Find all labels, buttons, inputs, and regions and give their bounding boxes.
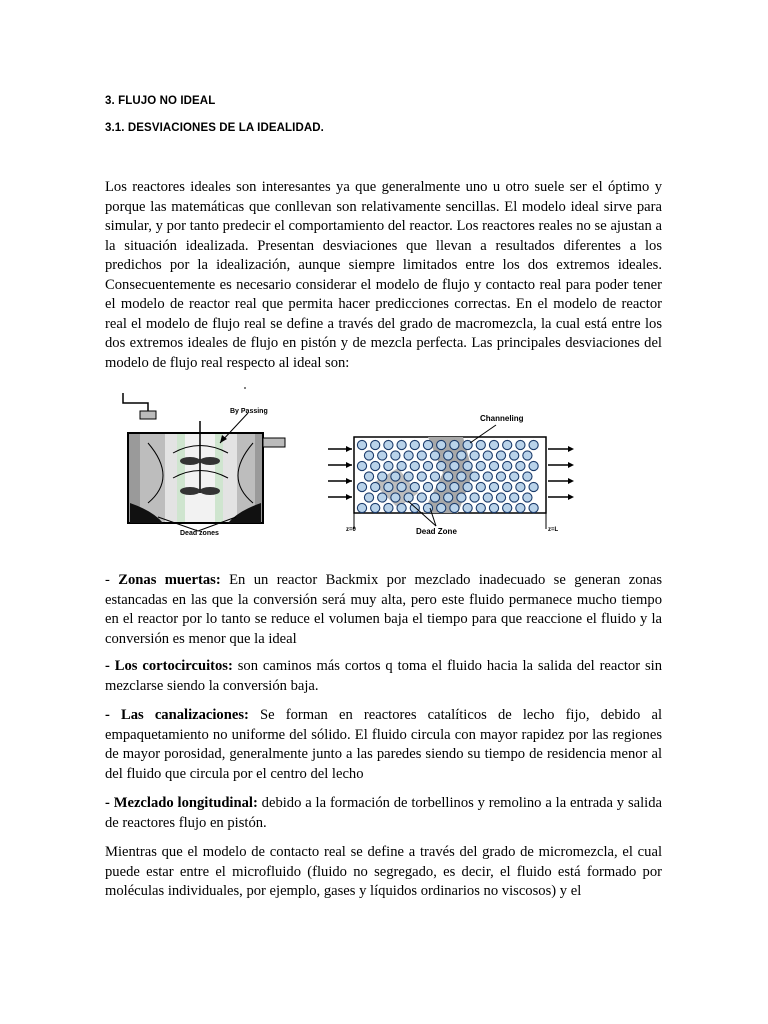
item-mezclado-longitudinal (105, 794, 662, 833)
catalyst-particle (404, 493, 413, 502)
catalyst-particle (397, 482, 406, 491)
catalyst-particle (423, 440, 432, 449)
catalyst-particle (384, 482, 393, 491)
catalyst-particle (516, 461, 525, 470)
catalyst-particle (357, 461, 366, 470)
catalyst-particle (437, 503, 446, 512)
item-text: debido a la formación de torbellinos y remolino a la entrada y salida de reactores flujo en pistón. (105, 795, 662, 831)
item-text: Se forman en reactores catalíticos de lecho fijo, debido al empaquetamiento no uniforme del sólido. El fluido circula con mayor rapidez por las regiones de mayor porosidad, generalmente junto a las paredes siendo su tiempo de residencia menor al del fluido que circula por el centro del lecho (105, 707, 662, 782)
catalyst-particle (364, 472, 373, 481)
catalyst-particle (378, 472, 387, 481)
catalyst-particle (430, 493, 439, 502)
catalyst-particle (470, 493, 479, 502)
item-canalizaciones (105, 706, 662, 784)
subsection-heading: 3.1. DESVIACIONES DE LA IDEALIDAD. (105, 122, 324, 134)
catalyst-particle (437, 440, 446, 449)
catalyst-particle (463, 503, 472, 512)
catalyst-particle (444, 493, 453, 502)
left-dead-zones-label: Dead zones (180, 530, 219, 537)
catalyst-particle (371, 440, 380, 449)
catalyst-particle (378, 451, 387, 460)
catalyst-particle (496, 493, 505, 502)
catalyst-particle (417, 493, 426, 502)
catalyst-particle (457, 451, 466, 460)
catalyst-particle (357, 440, 366, 449)
catalyst-particle (489, 503, 498, 512)
catalyst-particle (476, 461, 485, 470)
catalyst-particle (371, 461, 380, 470)
catalyst-particle (516, 440, 525, 449)
catalyst-particle (357, 482, 366, 491)
catalyst-particle (503, 461, 512, 470)
catalyst-particle (417, 451, 426, 460)
catalyst-particle (483, 493, 492, 502)
catalyst-particle (523, 472, 532, 481)
item-prefix: - (105, 572, 119, 588)
catalyst-particle (457, 493, 466, 502)
catalyst-particle (430, 451, 439, 460)
outlet-arrows (548, 446, 574, 500)
catalyst-particle (470, 451, 479, 460)
catalyst-particle (529, 461, 538, 470)
catalyst-particle (516, 503, 525, 512)
item-term: - Las canalizaciones: (105, 707, 249, 723)
catalyst-particle (404, 451, 413, 460)
catalyst-particle (444, 472, 453, 481)
flow-deviation-figure (118, 383, 578, 543)
catalyst-particle (397, 461, 406, 470)
section-heading: 3. FLUJO NO IDEAL (105, 95, 216, 107)
catalyst-particle (529, 440, 538, 449)
packed-bed-diagram (328, 414, 574, 536)
item-text: En un reactor Backmix por mezclado inadecuado se generan zonas estancadas en las que la conversión será muy alta, pero este fluido permanece mucho tiempo en el reactor por lo tanto se reduce el volumen baja el tiempo para que reaccione el fluido y la conversión es menor que la ideal (105, 572, 663, 647)
catalyst-particle (503, 482, 512, 491)
item-term: Zonas muertas: (118, 572, 221, 588)
catalyst-particle (489, 482, 498, 491)
catalyst-particle (423, 482, 432, 491)
catalyst-particle (423, 461, 432, 470)
catalyst-particle (529, 482, 538, 491)
catalyst-particle (476, 482, 485, 491)
catalyst-particle (510, 451, 519, 460)
catalyst-particle (523, 451, 532, 460)
catalyst-particle (444, 451, 453, 460)
item-cortocircuitos (105, 657, 662, 696)
catalyst-particle (410, 482, 419, 491)
catalyst-particle (463, 461, 472, 470)
catalyst-particle (463, 440, 472, 449)
catalyst-particle (476, 440, 485, 449)
catalyst-particle (450, 482, 459, 491)
catalyst-particle (450, 503, 459, 512)
z-start-label: z=0 (346, 527, 356, 533)
catalyst-particle (476, 503, 485, 512)
catalyst-particle (364, 493, 373, 502)
catalyst-particle (417, 472, 426, 481)
catalyst-particle (523, 493, 532, 502)
catalyst-particle (384, 461, 393, 470)
catalyst-particle (510, 472, 519, 481)
channeling-label: Channeling (480, 414, 524, 423)
catalyst-particle (529, 503, 538, 512)
catalyst-particle (516, 482, 525, 491)
catalyst-particle (404, 472, 413, 481)
catalyst-particle (364, 451, 373, 460)
catalyst-particle (496, 472, 505, 481)
catalyst-particle (378, 493, 387, 502)
catalyst-particle (410, 440, 419, 449)
z-end-label: z=L (548, 527, 559, 533)
catalyst-particle (450, 461, 459, 470)
intro-paragraph: Los reactores ideales son interesantes ya que generalmente uno u otro suele ser el óptimo y porque las matemáticas que conllevan son relativamente sencillas. El modelo ideal sirve para simular, y por tanto predecir el comportamiento del reactor. Los reactores reales no se ajustan a la situación idealizada. Presentan desviaciones que llevan a resultados diferentes a los predichos por la idealización, aunque siempre limitados entre los dos extremos ideales. Consecuentemente es necesario considerar el modelo de flujo y contacto real para poder tener el modelo de reactor real que permita hacer predicciones correctas. En el modelo de reactor real el modelo de flujo real se define a través del grado de macromezcla, la cual está entre los dos extremos ideales de flujo en pistón y de mezcla perfecta. Las principales desviaciones del modelo de flujo real respecto al ideal son: (105, 179, 662, 371)
catalyst-particle (357, 503, 366, 512)
item-text: son caminos más cortos q toma el fluido hacia la salida del reactor sin mezclarse siendo la conversión baja. (105, 658, 662, 694)
catalyst-particle (371, 503, 380, 512)
catalyst-particle (489, 461, 498, 470)
catalyst-particle (371, 482, 380, 491)
catalyst-particle (470, 472, 479, 481)
catalyst-particle (483, 472, 492, 481)
catalyst-particle (510, 493, 519, 502)
catalyst-particle (397, 503, 406, 512)
inlet-arrows (328, 446, 352, 500)
closing-paragraph: Mientras que el modelo de contacto real se define a través del grado de micromezcla, el cual puede estar entre el microfluido (fluido no segregado, es decir, el fluido está formado por moléculas individuales, por ejemplo, gases y líquidos ordinarios no viscosos) y el (105, 844, 662, 899)
catalyst-particle (489, 440, 498, 449)
catalyst-particle (410, 461, 419, 470)
catalyst-particle (391, 472, 400, 481)
catalyst-particle (384, 503, 393, 512)
catalyst-particle (437, 482, 446, 491)
catalyst-particle (437, 461, 446, 470)
stirred-tank-diagram (123, 388, 285, 537)
catalyst-particle (450, 440, 459, 449)
item-term: - Los cortocircuitos: (105, 658, 233, 674)
catalyst-particle (496, 451, 505, 460)
catalyst-particle (457, 472, 466, 481)
catalyst-particle (391, 451, 400, 460)
catalyst-particle (483, 451, 492, 460)
catalyst-particle (384, 440, 393, 449)
catalyst-particle (503, 503, 512, 512)
catalyst-particle (430, 472, 439, 481)
item-zonas-muertas (105, 571, 662, 649)
bypass-label: By Passing (230, 408, 268, 415)
catalyst-particle (397, 440, 406, 449)
item-term: - Mezclado longitudinal: (105, 795, 258, 811)
catalyst-particle (503, 440, 512, 449)
right-dead-zone-label: Dead Zone (416, 527, 457, 536)
catalyst-particle (463, 482, 472, 491)
catalyst-particle (391, 493, 400, 502)
